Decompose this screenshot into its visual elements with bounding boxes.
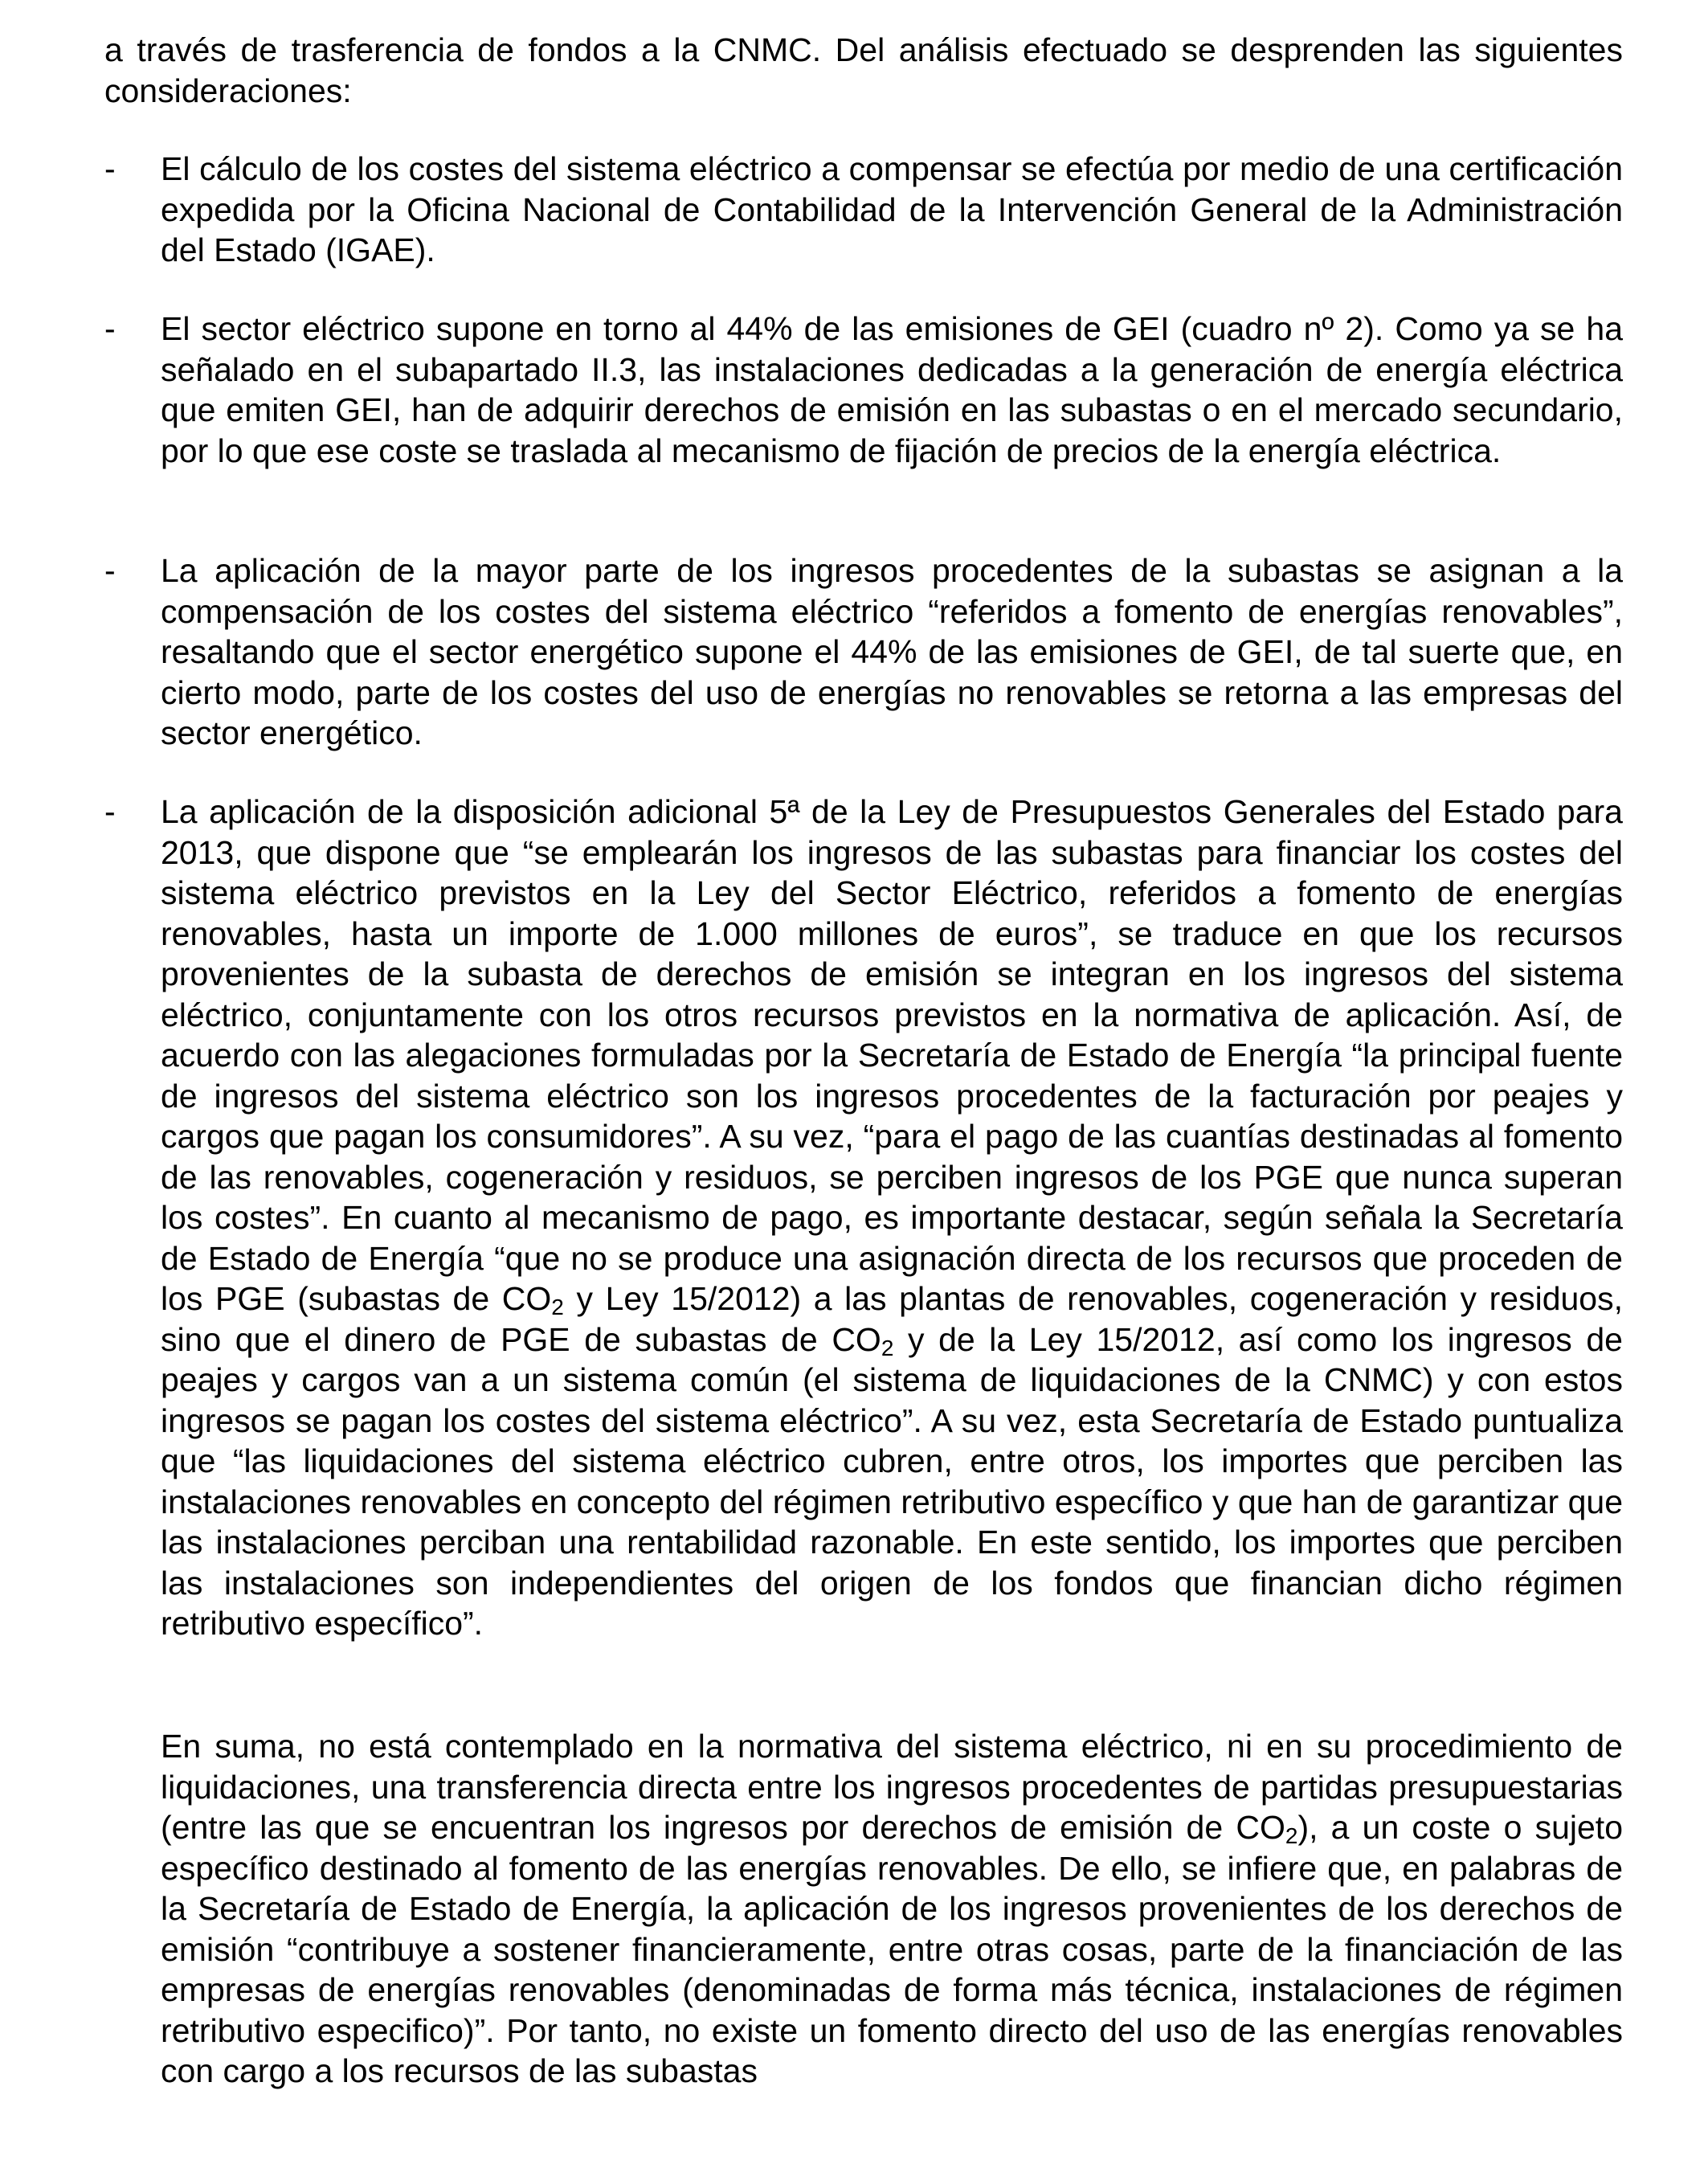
intro-paragraph: a través de trasferencia de fondos a la CNMC. Del análisis efectuado se desprenden las siguientes consideraciones: — [104, 31, 1623, 109]
bullet-text: El sector eléctrico supone en torno al 44% de las emisiones de GEI (cuadro nº 2). Como ya se ha señalado en el subapartado II.3, las instalaciones dedicadas a la generación de energía eléctrica que emiten GEI, han de adquirir derechos de emisión en las subastas o en el mercado secundario, por lo que ese coste se traslada al mecanismo de fijación de precios de la energía eléctrica. — [161, 310, 1623, 469]
bullet-text-part: La aplicación de la disposición adicional 5ª de la Ley de Presupuestos Generales del Estado para 2013, que dispone que “se emplearán los ingresos de las subastas para financiar los costes del sistema eléctrico previstos en la Ley del Sector Eléctrico, referidos a fomento de energías renovables, hasta un importe de 1.000 millones de euros”, se traduce en que los recursos provenientes de la subasta de derechos de emisión se integran en los ingresos del sistema eléctrico, conjuntamente con los otros recursos previstos en la normativa de aplicación. Así, de acuerdo con las alegaciones formuladas por la Secretaría de Estado de Energía “la principal fuente de ingresos del sistema eléctrico son los ingresos procedentes de la facturación por peajes y cargos que pagan los consumidores”. A su vez, “para el pago de las cuantías destinadas al fomento de las renovables, cogeneración y residuos, se perciben ingresos de los PGE que nunca superan los costes”. En cuanto al mecanismo de pago, es importante destacar, según señala la Secretaría de Estado de Energía “que no se produce una asignación directa de los recursos que proceden de los PGE (subastas de CO — [161, 793, 1623, 1317]
bullet-text — [161, 792, 1623, 1644]
bullet-text: El cálculo de los costes del sistema eléctrico a compensar se efectúa por medio de una certificación expedida por la Oficina Nacional de Contabilidad de la Intervención General de la Administración del Estado (IGAE). — [161, 150, 1623, 268]
bullet-dash: - — [104, 793, 116, 830]
conclusion-text-part: En suma, no está contemplado en la normativa del sistema eléctrico, ni en su procedimiento de liquidaciones, una transferencia directa entre los ingresos procedentes de partidas presupuestarias (entre las que se encuentran los ingresos por derechos de emisión de CO — [161, 1728, 1623, 1846]
subscript: 2 — [551, 1295, 564, 1319]
bullet-text: La aplicación de la mayor parte de los ingresos procedentes de la subastas se asignan a la compensación de los costes del sistema eléctrico “referidos a fomento de energías renovables”, resaltando que el sector energético supone el 44% de las emisiones de GEI, de tal suerte que, en cierto modo, parte de los costes del uso de energías no renovables se retorna a las empresas del sector energético. — [161, 552, 1623, 751]
list-item — [104, 550, 1623, 754]
list-item — [104, 149, 1623, 271]
subscript: 2 — [881, 1335, 894, 1360]
list-item — [104, 309, 1623, 471]
subscript: 2 — [1285, 1823, 1298, 1848]
list-item — [104, 792, 1623, 1644]
bullet-dash: - — [104, 310, 116, 347]
bullet-dash: - — [104, 552, 116, 589]
bullet-text-part: y Ley 15/2012) a las plantas de renovables, cogeneración y residuos, sino que el dinero de PGE de subastas de CO — [161, 1280, 1623, 1358]
bullet-text-part: y de la Ley 15/2012, así como los ingresos de peajes y cargos van a un sistema común (el sistema de liquidaciones de la CNMC) y con estos ingresos se pagan los costes del sistema eléctrico”. A su vez, esta Secretaría de Estado puntualiza que “las liquidaciones del sistema eléctrico cubren, entre otros, los importes que perciben las instalaciones renovables en concepto del régimen retributivo específico y que han de garantizar que las instalaciones perciban una rentabilidad razonable. En este sentido, los importes que perciben las instalaciones son independientes del origen de los fondos que financian dicho régimen retributivo específico”. — [161, 1320, 1623, 1642]
conclusion-text-part: ), a un coste o sujeto específico destinado al fomento de las energías renovables. De ello, se infiere que, en palabras de la Secretaría de Estado de Energía, la aplicación de los ingresos provenientes de los derechos de emisión “contribuye a sostener financieramente, entre otras cosas, parte de la financiación de las empresas de energías renovables (denominadas de forma más técnica, instalaciones de régimen retributivo especifico)”. Por tanto, no existe un fomento directo del uso de las energías renovables con cargo a los recursos de las subastas — [161, 1809, 1623, 2089]
bullet-dash: - — [104, 150, 116, 187]
conclusion-paragraph — [161, 1726, 1623, 2092]
